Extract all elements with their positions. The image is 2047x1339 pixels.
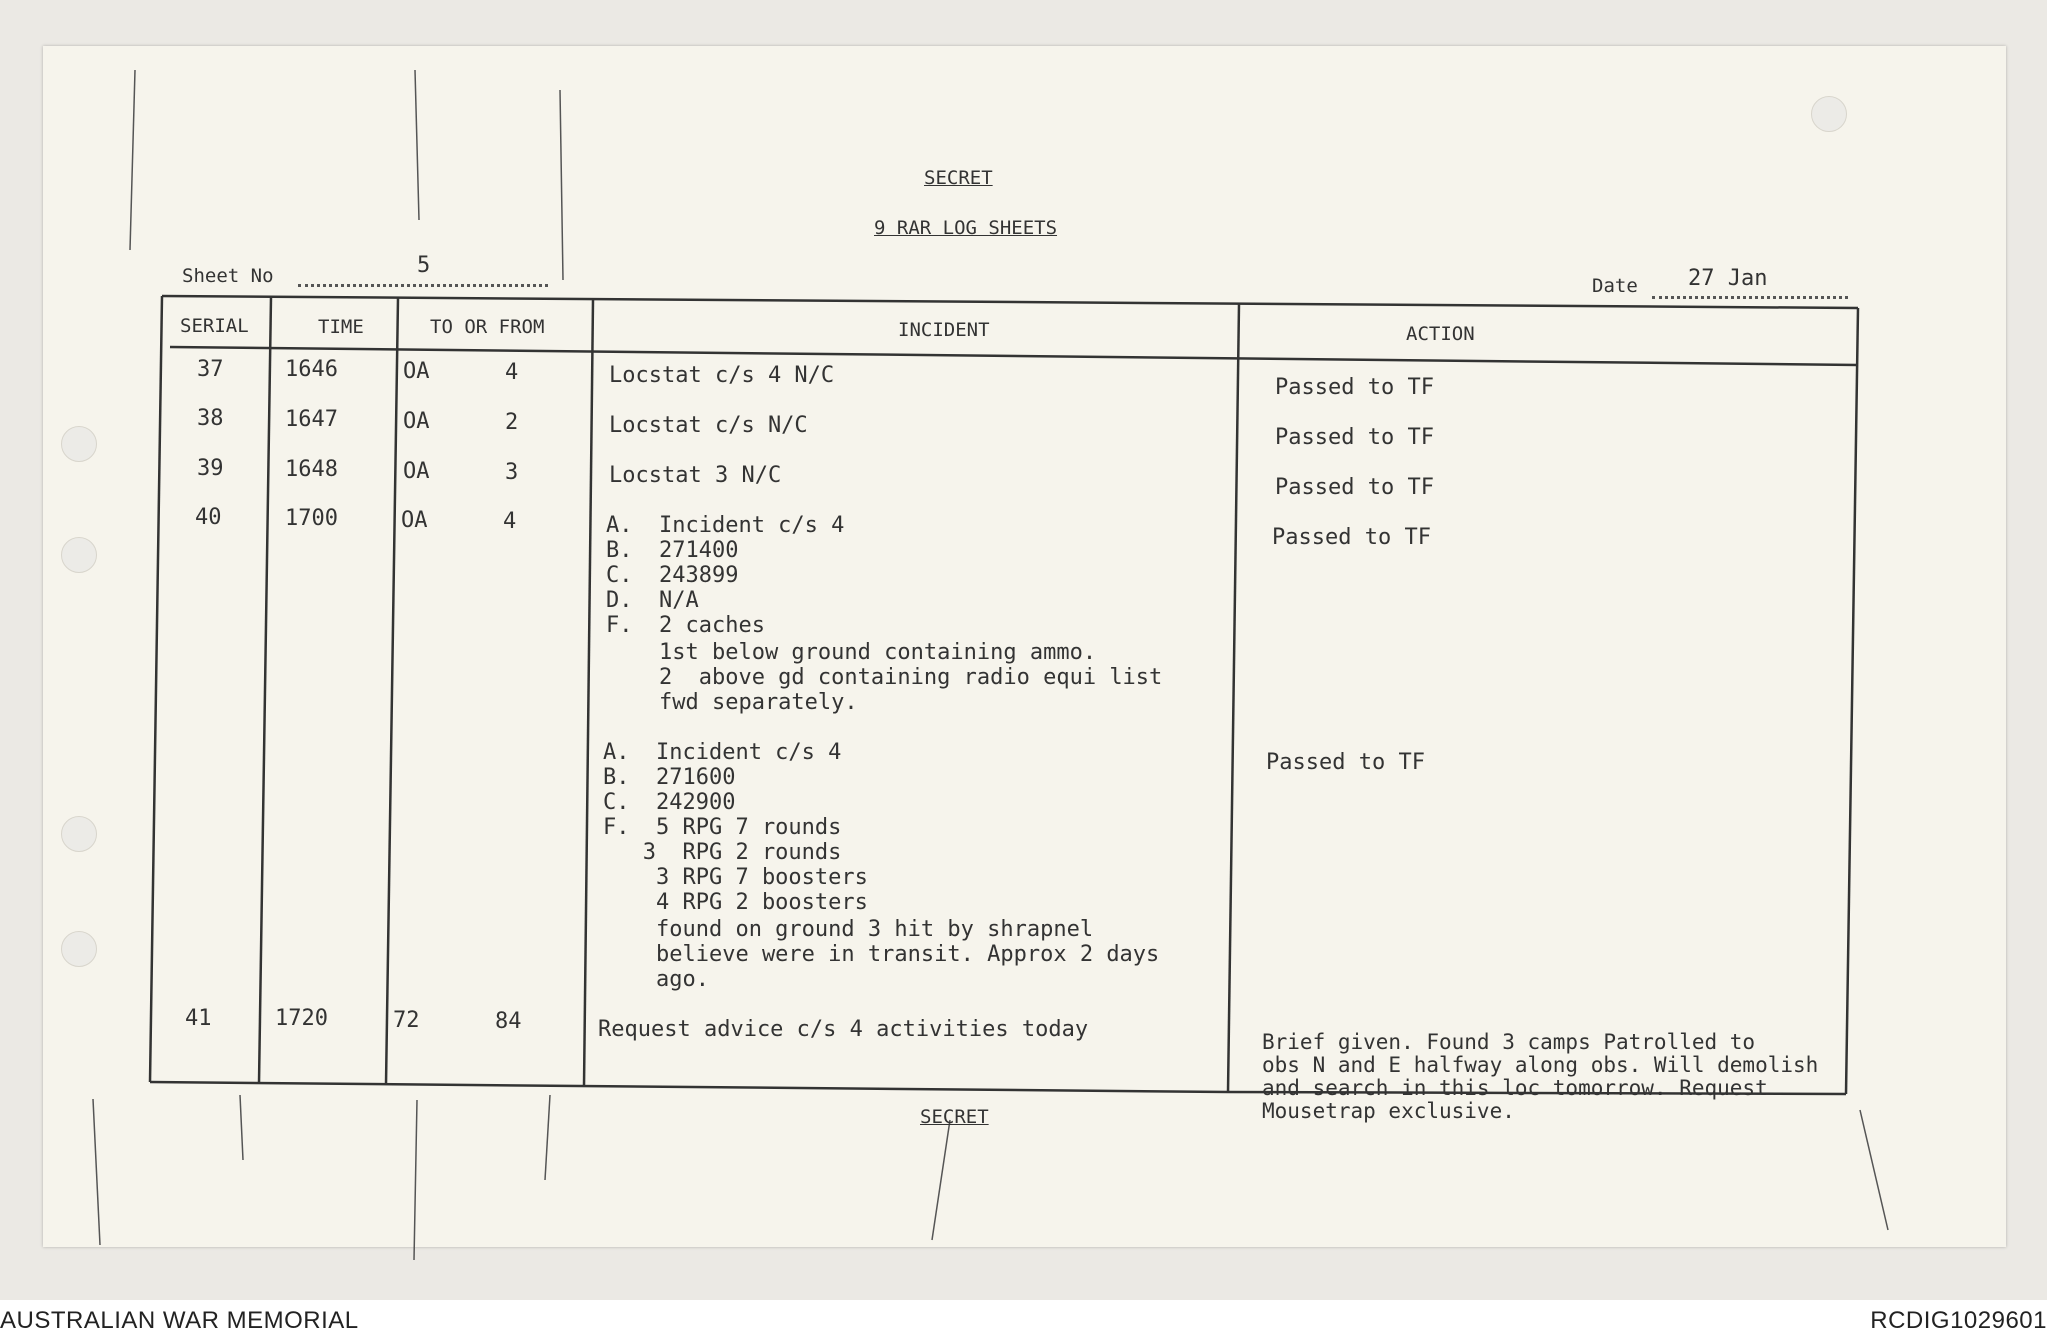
classification-top: SECRET xyxy=(924,167,993,189)
action-line: and search in this loc tomorrow. Request xyxy=(1262,1076,1768,1100)
sheet-no-value: 5 xyxy=(417,253,431,278)
table-row-serial: 41 xyxy=(185,1006,212,1031)
table-row-action xyxy=(1266,750,1425,800)
incident-line: found on ground 3 hit by shrapnel xyxy=(603,917,1094,942)
incident-line: 2 above gd containing radio equi list xyxy=(606,665,1163,690)
incident-line: Request advice c/s 4 activities today xyxy=(598,1017,1089,1042)
table-row-to: OA xyxy=(403,359,430,384)
action-line: Passed to TF xyxy=(1272,525,1431,550)
table-row-to: 72 xyxy=(393,1008,420,1033)
punch-hole xyxy=(61,816,97,852)
table-row-from: 4 xyxy=(505,360,519,385)
table-row-from: 3 xyxy=(505,460,519,485)
table-row-incident xyxy=(609,363,835,413)
table-row-time: 1648 xyxy=(285,457,338,482)
table-row-incident xyxy=(606,513,1163,738)
incident-line: F. 2 caches xyxy=(606,613,765,638)
action-line: Passed to TF xyxy=(1275,375,1434,400)
col-incident-header: INCIDENT xyxy=(898,319,990,341)
action-line: Passed to TF xyxy=(1275,425,1434,450)
incident-line: A. Incident c/s 4 xyxy=(606,513,845,538)
table-row-time: 1647 xyxy=(285,407,338,432)
incident-line: believe were in transit. Approx 2 days xyxy=(603,942,1160,967)
action-line: Passed to TF xyxy=(1275,475,1434,500)
table-row-action xyxy=(1262,1030,1819,1146)
table-row-action xyxy=(1275,475,1434,525)
action-line: Passed to TF xyxy=(1266,750,1425,775)
incident-line: fwd separately. xyxy=(606,690,858,715)
incident-line: Locstat c/s N/C xyxy=(609,413,808,438)
punch-hole xyxy=(61,931,97,967)
incident-line: Locstat c/s 4 N/C xyxy=(609,363,835,388)
table-row-time: 1700 xyxy=(285,506,338,531)
date-dots xyxy=(1652,296,1848,299)
incident-line: B. 271600 xyxy=(603,765,736,790)
table-row-incident xyxy=(598,1017,1089,1067)
incident-line: 3 RPG 7 boosters xyxy=(603,865,868,890)
incident-line: D. N/A xyxy=(606,588,699,613)
date-value: 27 Jan xyxy=(1688,266,1768,291)
sheet-no-label: Sheet No xyxy=(182,265,274,287)
table-row-to: OA xyxy=(403,409,430,434)
table-row-action xyxy=(1272,525,1431,575)
table-row-from: 84 xyxy=(495,1009,522,1034)
punch-hole xyxy=(61,426,97,462)
punch-hole xyxy=(1811,96,1847,132)
table-row-to: OA xyxy=(403,459,430,484)
table-row-action xyxy=(1275,375,1434,425)
sheet-title: 9 RAR LOG SHEETS xyxy=(874,217,1058,239)
table-row-serial: 40 xyxy=(195,505,222,530)
punch-hole xyxy=(61,537,97,573)
table-row-serial: 37 xyxy=(197,357,224,382)
incident-line: 3 RPG 2 rounds xyxy=(603,840,842,865)
table-row-serial: 39 xyxy=(197,456,224,481)
incident-line: C. 242900 xyxy=(603,790,736,815)
col-serial-header: SERIAL xyxy=(180,315,249,337)
date-label: Date xyxy=(1592,275,1638,297)
action-line: Brief given. Found 3 camps Patrolled to xyxy=(1262,1030,1756,1054)
table-row-incident xyxy=(603,740,1160,1015)
col-action-header: ACTION xyxy=(1406,323,1475,345)
incident-line: ago. xyxy=(603,967,709,992)
classification-bottom: SECRET xyxy=(920,1106,989,1128)
col-time-header: TIME xyxy=(318,316,364,338)
table-row-action xyxy=(1275,425,1434,475)
table-row-incident xyxy=(609,463,782,513)
table-row-time: 1646 xyxy=(285,357,338,382)
sheet-no-dots xyxy=(298,284,548,287)
table-row-serial: 38 xyxy=(197,406,224,431)
col-to-from-header: TO OR FROM xyxy=(430,316,545,338)
table-row-from: 4 xyxy=(503,509,517,534)
incident-line: A. Incident c/s 4 xyxy=(603,740,842,765)
incident-line: Locstat 3 N/C xyxy=(609,463,782,488)
table-row-from: 2 xyxy=(505,410,519,435)
table-row-time: 1720 xyxy=(275,1006,328,1031)
incident-line: 4 RPG 2 boosters xyxy=(603,890,868,915)
table-row-incident xyxy=(609,413,808,463)
footer-institution: AUSTRALIAN WAR MEMORIAL xyxy=(0,1307,359,1334)
table-row-to: OA xyxy=(401,508,428,533)
archive-footer xyxy=(0,1300,2047,1339)
incident-line: C. 243899 xyxy=(606,563,739,588)
action-line: Mousetrap exclusive. xyxy=(1262,1099,1515,1123)
footer-record-id: RCDIG1029601 xyxy=(1870,1307,2047,1334)
incident-line: F. 5 RPG 7 rounds xyxy=(603,815,842,840)
incident-line: B. 271400 xyxy=(606,538,739,563)
action-line: obs N and E halfway along obs. Will demolish xyxy=(1262,1053,1819,1077)
incident-line: 1st below ground containing ammo. xyxy=(606,640,1097,665)
